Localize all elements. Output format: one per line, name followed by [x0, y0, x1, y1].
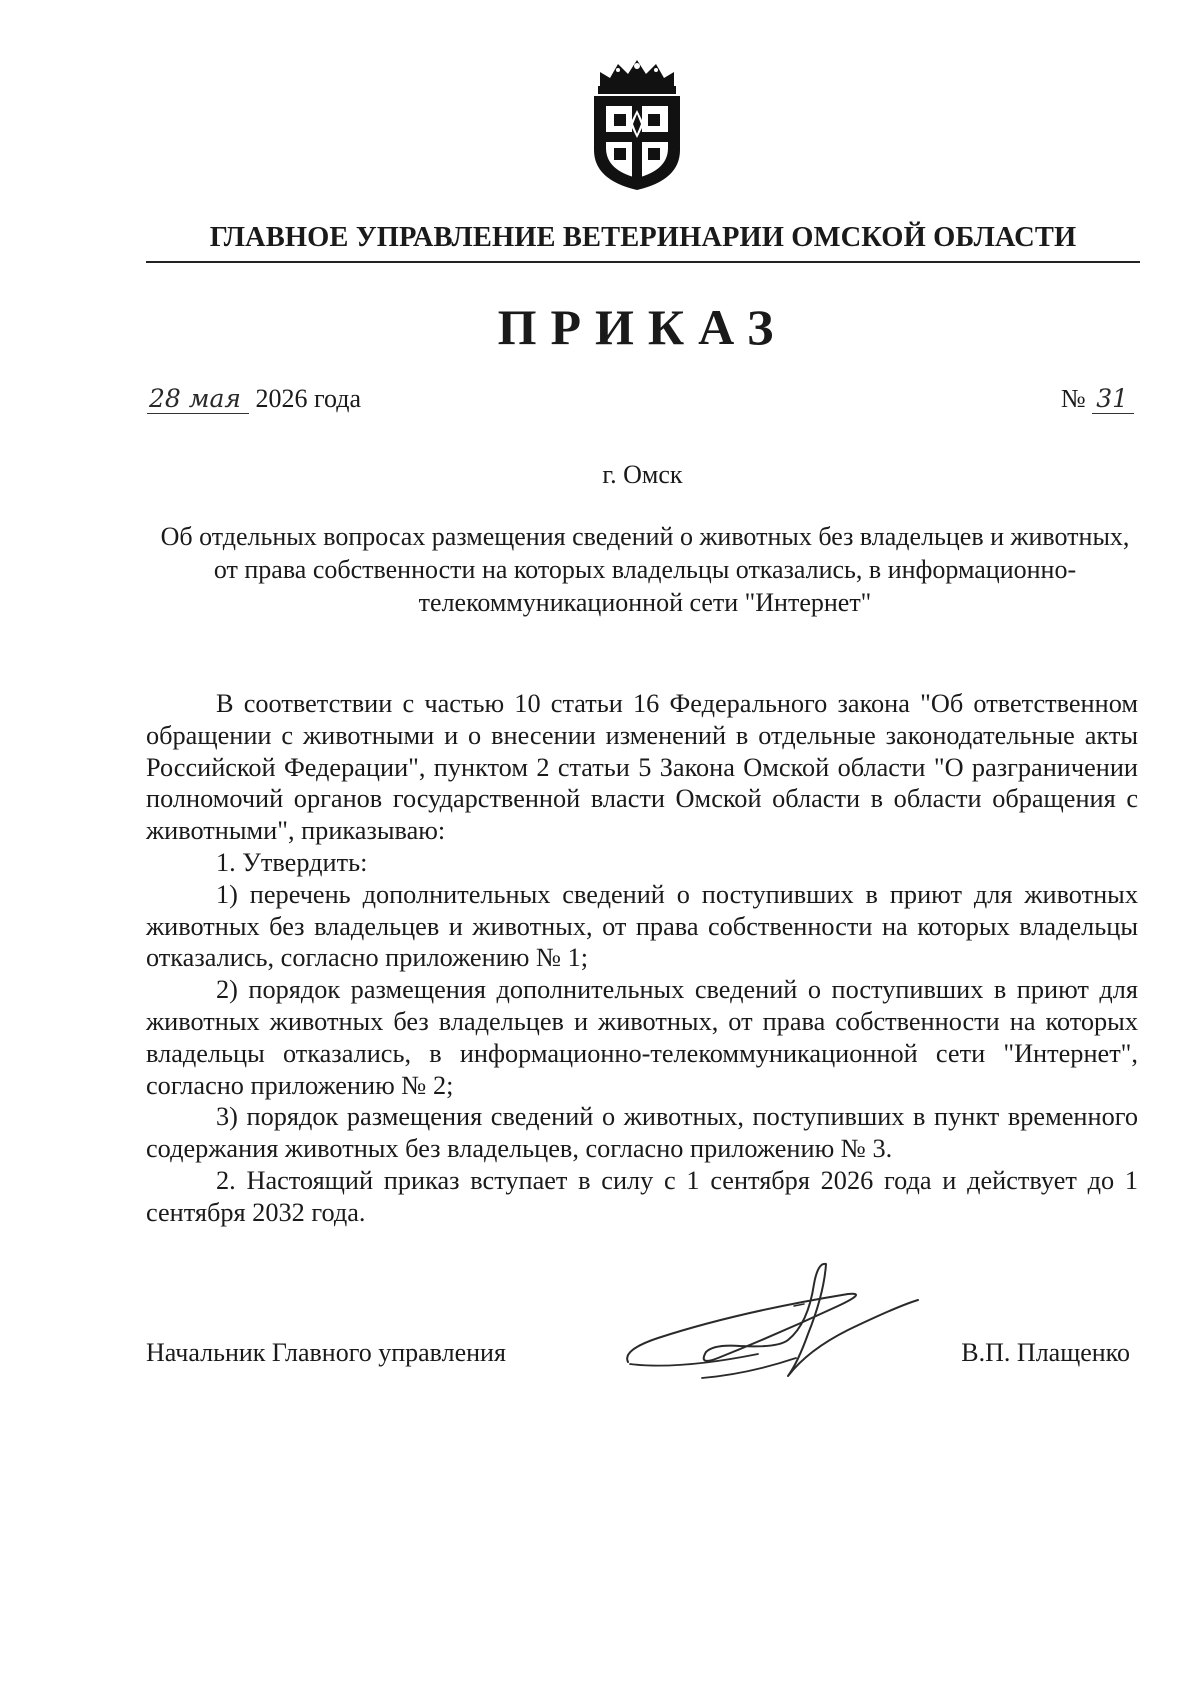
- handwritten-date: 28 мая: [147, 385, 249, 414]
- signatory-role: Начальник Главного управления: [146, 1338, 506, 1367]
- item-1: 1. Утвердить:: [216, 847, 368, 877]
- item-1-1: 1) перечень дополнительных сведений о поступивших в приют для животных животных без владельцев и животных, от права собственности на которых владельцы отказались, согласно приложению № 1;: [146, 879, 1138, 973]
- header-divider: [146, 261, 1140, 263]
- handwritten-number: 31: [1092, 385, 1134, 414]
- document-number: [1061, 384, 1134, 414]
- document-type-title: ПРИКАЗ: [497, 299, 788, 355]
- handwritten-signature: [618, 1254, 938, 1394]
- number-label: №: [1060, 384, 1086, 413]
- document-body: [146, 688, 1138, 1229]
- document-subject: Об отдельных вопросах размещения сведений о животных без владельцев и животных, от права собственности на которых владельцы отказались, в информационно-телекоммуникационной сети "Интернет": [160, 522, 1130, 617]
- document-city: г. Омск: [602, 460, 683, 489]
- preamble-paragraph: В соответствии с частью 10 статьи 16 Федерального закона "Об ответственном обращении с животными и о внесении изменений в отдельные законодательные акты Российской Федерации", пунктом 2 статьи 5 Закона Омской области "О разграничении полномочий органов государственной власти Омской области в области обращения с животными", приказываю:: [146, 689, 1138, 846]
- item-1-2: 2) порядок размещения дополнительных сведений о поступивших в приют для животных животных без владельцев и животных, от права собственности на которых владельцы отказались, в информационно-телекоммуникационной сети "Интернет", согласно приложению № 2;: [146, 975, 1138, 1100]
- item-1-3: 3) порядок размещения сведений о животных, поступивших в пункт временного содержания животных без владельцев, согласно приложению № 3.: [146, 1102, 1138, 1164]
- signatory-name: В.П. Плащенко: [961, 1338, 1130, 1367]
- printed-year: 2026 года: [255, 384, 361, 413]
- document-date: [147, 384, 361, 414]
- organization-name: ГЛАВНОЕ УПРАВЛЕНИЕ ВЕТЕРИНАРИИ ОМСКОЙ ОБЛАСТИ: [209, 222, 1077, 253]
- item-2: 2. Настоящий приказ вступает в силу с 1 сентября 2026 года и действует до 1 сентября 2032 года.: [146, 1165, 1138, 1227]
- omsk-oblast-coat-of-arms-icon: [586, 58, 688, 192]
